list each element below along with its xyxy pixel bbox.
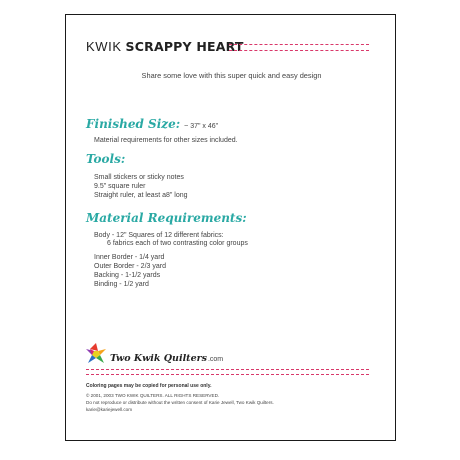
tool-item: Straight ruler, at least a8" long [94,192,188,199]
finished-size-note: Material requirements for other sizes included. [94,137,238,144]
reproduction-notice: Do not reproduce or distribute without the written consent of Karie Jewell, Two Kwik Quilters. [86,400,274,405]
title-light: KWIK [86,39,122,54]
brand-name: Two Kwik Quilters [110,353,207,364]
contact-email: karie@kariejewell.com [86,407,133,412]
tagline: Share some love with this super quick and easy design [141,71,322,80]
coloring-note: Coloring pages may be copied for personal use only. [86,383,212,389]
material-item: Inner Border - 1/4 yard [94,254,165,261]
tool-item: 9.5" square ruler [94,183,146,190]
pattern-page [65,14,396,441]
material-body-line: Body - 12" Squares of 12 different fabrics: [94,232,224,239]
footer-dashed-rule [86,369,369,370]
title-dashed-rule [229,44,369,45]
title-dashed-rule [229,50,369,51]
finished-size-heading [86,117,218,131]
brand-logo-text [110,348,223,366]
tools-heading: Tools: [86,152,126,166]
material-requirements-heading: Material Requirements: [86,211,247,225]
material-item: Outer Border - 2/3 yard [94,263,166,270]
material-item: Backing - 1-1/2 yards [94,272,161,279]
material-body-detail: 6 fabrics each of two contrasting color groups [107,240,248,247]
finished-size-label: Finished Size: [86,117,181,131]
material-item: Binding - 1/2 yard [94,281,149,288]
finished-size-value: ~ 37" x 46" [184,123,219,130]
brand-suffix: .com [207,356,224,363]
tool-item: Small stickers or sticky notes [94,174,184,181]
quilt-star-logo-icon [86,343,106,363]
footer-dashed-rule [86,374,369,375]
title-bold: SCRAPPY HEART [125,39,244,54]
page-title [86,39,244,54]
copyright-line: © 2001, 2003 TWO KWIK QUILTERS. ALL RIGHTS RESERVED. [86,393,220,398]
